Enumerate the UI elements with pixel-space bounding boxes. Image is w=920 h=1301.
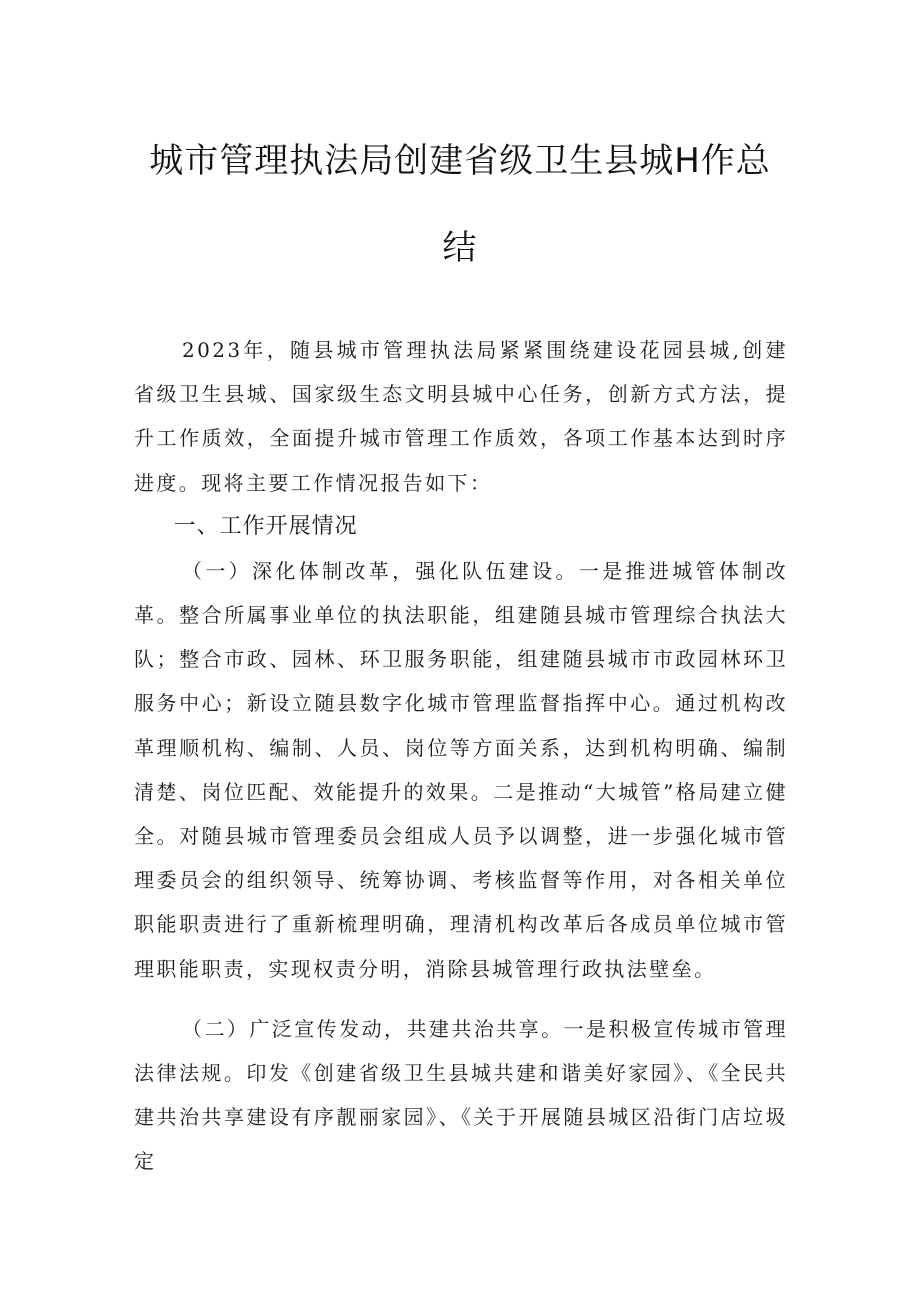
paragraph-1: （一）深化体制改革，强化队伍建设。一是推进城管体制改革。整合所属事业单位的执法职能，组建随县城市管理综合执法大队；整合市政、园林、环卫服务职能，组建随县城市市政园林环卫服务中心；新设立随县数字化城市管理监督指挥中心。通过机构改革理顺机构、编制、人员、岗位等方面关系，达到机构明确、编制清楚、岗位匹配、效能提升的效果。二是推动“大城管”格局建立健全。对随县城市管理委员会组成人员予以调整，进一步强化城市管理委员会的组织领导、统筹协调、考核监督等作用，对各相关单位职能职责进行了重新梳理明确，理清机构改革后各成员单位城市管理职能职责，实现权责分明，消除县城管理行政执法壁垒。 xyxy=(134,558,788,981)
document-title-line-2: 结 xyxy=(442,228,478,268)
paragraph-2: （二）广泛宣传发动，共建共治共享。一是积极宣传城市管理法律法规。印发《创建省级卫生县城共建和谐美好家园》、《全民共建共治共享建设有序靓丽家园》、《关于开展随县城区沿街门店垃圾定 xyxy=(134,1016,788,1174)
intro-paragraph: 2023年，随县城市管理执法局紧紧围绕建设花园县城,创建省级卫生县城、国家级生态文明县城中心任务，创新方式方法，提升工作质效，全面提升城市管理工作质效，各项工作基本达到时序进度。现将主要工作情况报告如下： xyxy=(134,338,788,495)
document-body xyxy=(134,328,788,1184)
document-title-line-1: 城市管理执法局创建省级卫生县城H作总 xyxy=(149,141,771,181)
section-heading: 一、工作开展情况 xyxy=(173,513,358,539)
